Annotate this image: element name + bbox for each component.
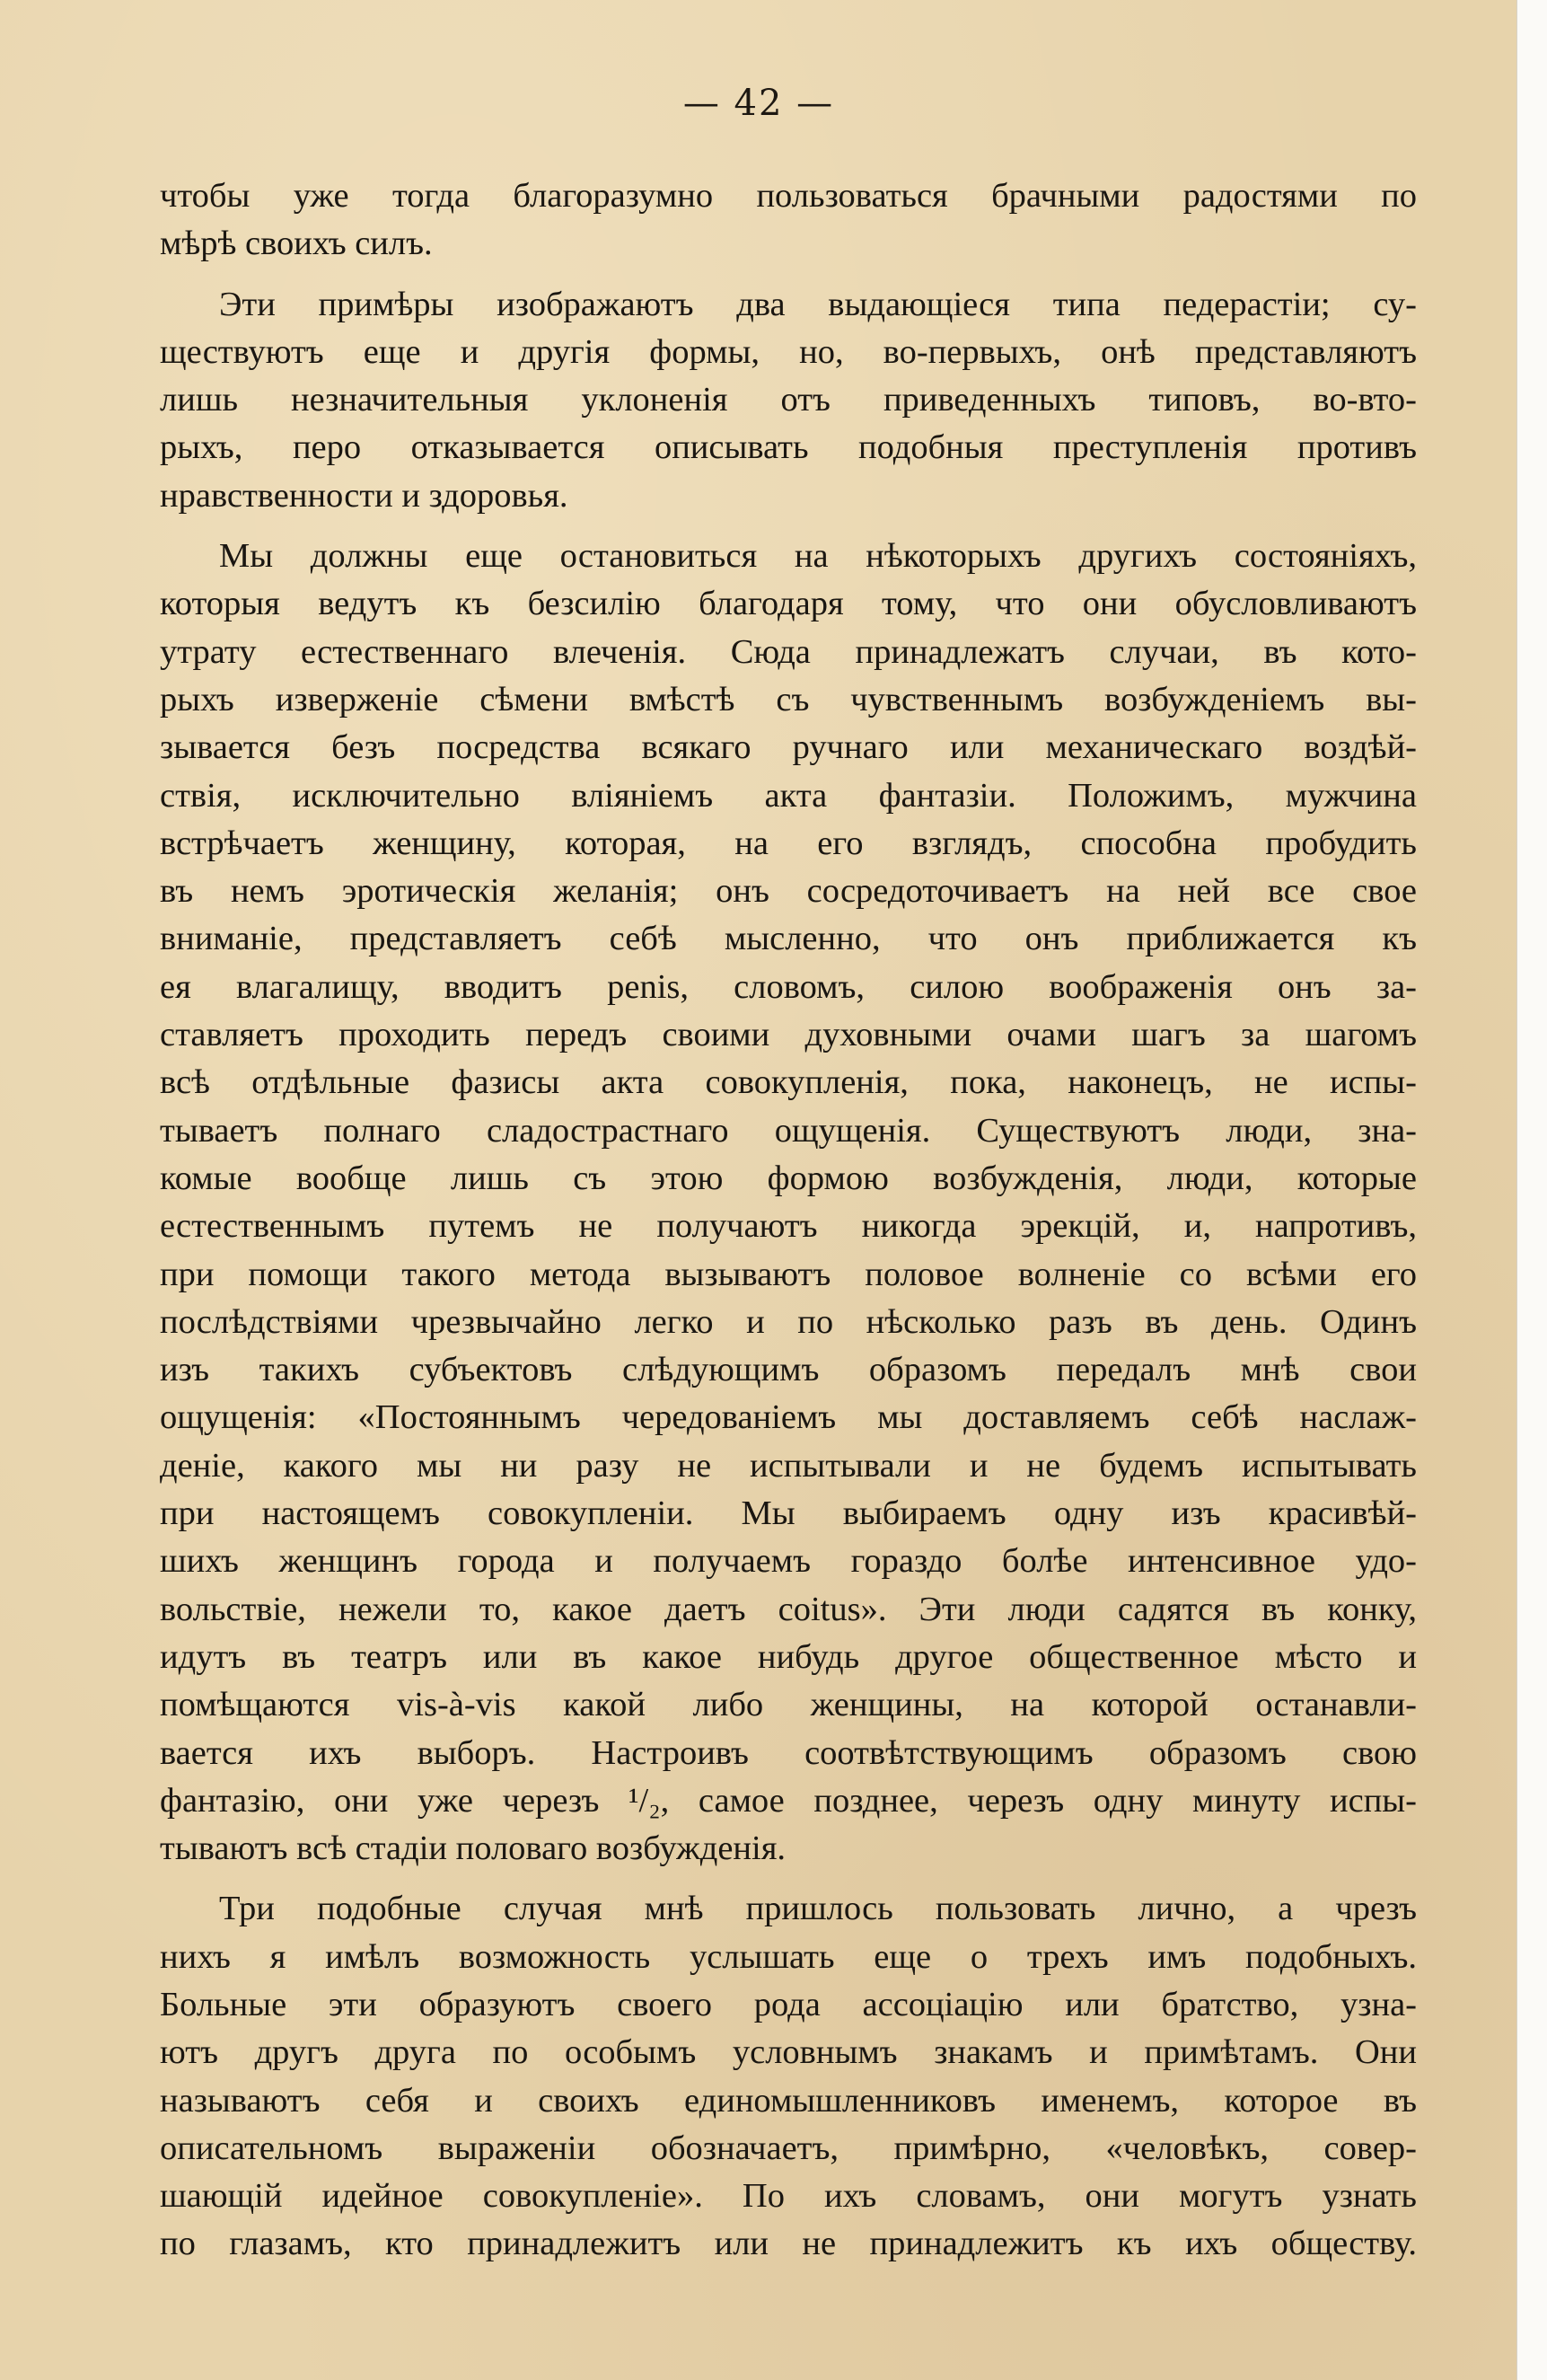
paragraph-1 xyxy=(160,172,1417,269)
text-line: нихъ я имѣлъ возможность услышать еще о трехъ имъ подобныхъ. xyxy=(160,1937,1417,1976)
text-line: ощущенія: «Постояннымъ чередованіемъ мы доставляемъ себѣ наслаж- xyxy=(160,1398,1417,1437)
text-line: Мы должны еще остановиться на нѣкоторыхъ другихъ состояніяхъ, xyxy=(219,537,1417,576)
text-line: чтобы уже тогда благоразумно пользоваться брачными радостями по xyxy=(160,177,1417,215)
text-line: идутъ въ театръ или въ какое нибудь другое общественное мѣсто и xyxy=(160,1637,1417,1676)
text-line: послѣдствіями чрезвычайно легко и по нѣсколько разъ въ день. Одинъ xyxy=(160,1302,1417,1341)
page-number: — 42 — xyxy=(682,83,835,124)
text-line: которыя ведутъ къ безсилію благодаря тому, что они обусловливаютъ xyxy=(160,585,1417,623)
text-line: вниманіе, представляетъ себѣ мысленно, что онъ приближается къ xyxy=(160,920,1417,958)
text-line: Эти примѣры изображаютъ два выдающіеся типа педерастіи; су- xyxy=(219,285,1417,323)
paragraph-4 xyxy=(160,1885,1417,2268)
text-line: Больные эти образуютъ своего рода ассоціацію или братство, узна- xyxy=(160,1985,1417,2023)
page-edge xyxy=(1516,0,1547,2380)
body-text xyxy=(160,172,1417,2269)
text-line: вается ихъ выборъ. Настроивъ соотвѣтствующимъ образомъ свою xyxy=(160,1733,1417,1772)
text-line: зывается безъ посредства всякаго ручнаго или механическаго воздѣй- xyxy=(160,728,1417,767)
text-line: тываютъ всѣ стадіи половаго возбужденія. xyxy=(160,1829,787,1868)
text-line: шающій идейное совокупленіе». По ихъ словамъ, они могутъ узнать xyxy=(160,2177,1417,2216)
text-line: рыхъ изверженіе сѣмени вмѣстѣ съ чувственнымъ возбужденіемъ вы- xyxy=(160,680,1417,718)
text-line: естественнымъ путемъ не получаютъ никогда эрекцій, и, напротивъ, xyxy=(160,1207,1417,1246)
text-line: всѣ отдѣльные фазисы акта совокупленія, пока, наконецъ, не испы- xyxy=(160,1063,1417,1102)
text-line: деніе, какого мы ни разу не испытывали и не будемъ испытывать xyxy=(160,1446,1417,1485)
text-line: ея влагалищу, вводитъ penis, словомъ, силою воображенія онъ за- xyxy=(160,967,1417,1006)
text-line: ствія, исключительно вліяніемъ акта фантазіи. Положимъ, мужчина xyxy=(160,776,1417,815)
text-line: ставляетъ проходить передъ своими духовными очами шагъ за шагомъ xyxy=(160,1016,1417,1054)
text-line: описательномъ выраженіи обозначаетъ, примѣрно, «человѣкъ, совер- xyxy=(160,2129,1417,2167)
text-line: помѣщаются vis-à-vis какой либо женщины, на которой останавли- xyxy=(160,1686,1417,1724)
text-line: утрату естественнаго влеченія. Сюда принадлежатъ случаи, въ кото- xyxy=(160,632,1417,671)
text-line: тываетъ полнаго сладострастнаго ощущенія. Существуютъ люди, зна- xyxy=(160,1111,1417,1150)
text-line: нравственности и здоровья. xyxy=(160,476,568,515)
text-line: при помощи такого метода вызываютъ половое волненіе со всѣми его xyxy=(160,1255,1417,1293)
text-line: вольствіе, нежели то, какое даетъ coitus». Эти люди садятся въ конку, xyxy=(160,1590,1417,1628)
text-line: лишь незначительныя уклоненія отъ приведенныхъ типовъ, во-вто- xyxy=(160,381,1417,419)
text-line: ютъ другъ друга по особымъ условнымъ знакамъ и примѣтамъ. Они xyxy=(160,2033,1417,2072)
text-line: изъ такихъ субъектовъ слѣдующимъ образомъ передалъ мнѣ свои xyxy=(160,1351,1417,1389)
text-line: по глазамъ, кто принадлежитъ или не принадлежитъ къ ихъ обществу. xyxy=(160,2225,1417,2263)
paragraph-3 xyxy=(160,533,1417,1873)
text-line: ществуютъ еще и другія формы, но, во-первыхъ, онѣ представляютъ xyxy=(160,332,1417,371)
text-line: шихъ женщинъ города и получаемъ гораздо болѣе интенсивное удо- xyxy=(160,1542,1417,1581)
text-line: Три подобные случая мнѣ пришлось пользовать лично, а чрезъ xyxy=(219,1890,1417,1928)
text-line: встрѣчаетъ женщину, которая, на его взглядъ, способна пробудить xyxy=(160,824,1417,862)
text-line: называютъ себя и своихъ единомышленниковъ именемъ, которое въ xyxy=(160,2081,1417,2120)
text-line: фантазію, они уже черезъ ¹/₂, самое позднее, черезъ одну минуту испы- xyxy=(160,1781,1417,1820)
text-line: рыхъ, перо отказывается описывать подобныя преступленія противъ xyxy=(160,428,1417,467)
text-line: при настоящемъ совокупленіи. Мы выбираемъ одну изъ красивѣй- xyxy=(160,1494,1417,1533)
paragraph-2 xyxy=(160,281,1417,520)
text-line: комые вообще лишь съ этою формою возбужденія, люди, которые xyxy=(160,1159,1417,1197)
text-line: мѣрѣ своихъ силъ. xyxy=(160,225,433,263)
text-line: въ немъ эротическія желанія; онъ сосредоточиваетъ на ней все свое xyxy=(160,872,1417,911)
